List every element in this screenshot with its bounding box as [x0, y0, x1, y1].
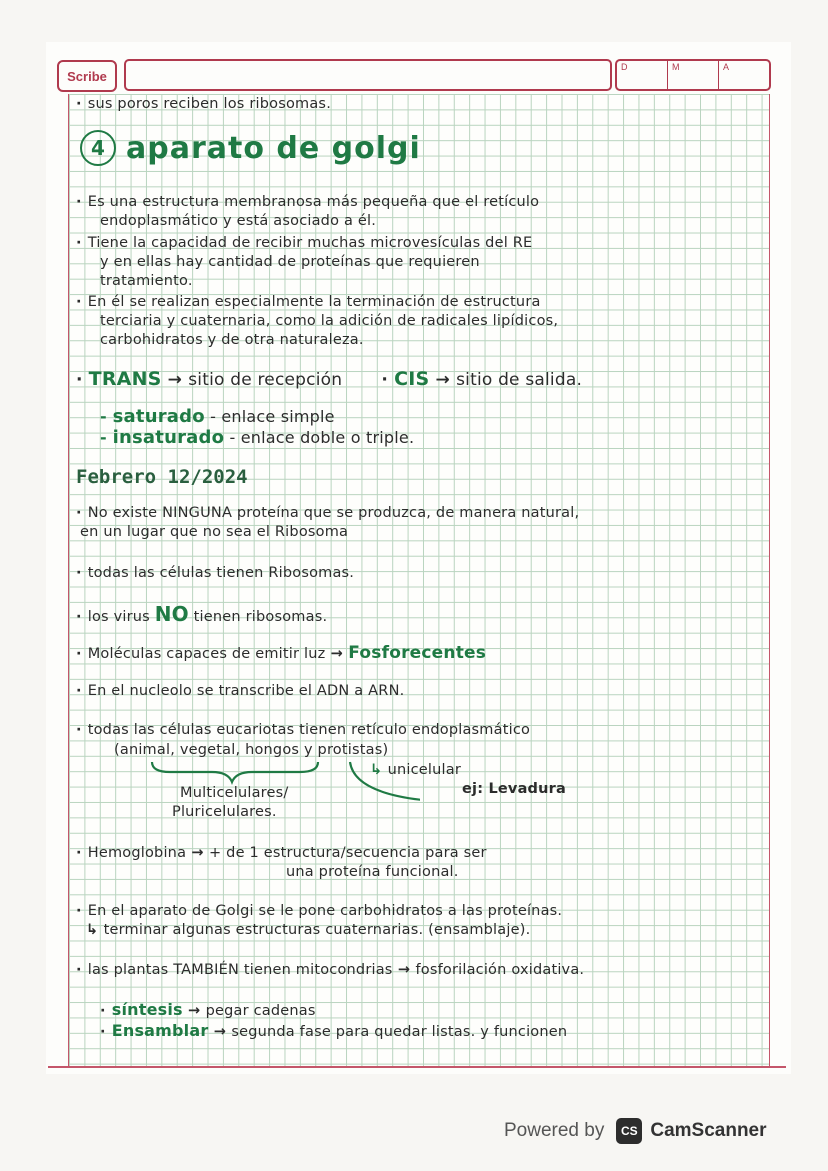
note-line: · En el nucleolo se transcribe el ADN a ARN.	[76, 683, 405, 699]
note-line: · los virus NO tienen ribosomas.	[76, 602, 328, 626]
note-line: ↳ terminar algunas estructuras cuaternarias. (ensamblaje).	[86, 922, 531, 938]
note-line: carbohidratos y de otra naturaleza.	[100, 332, 364, 348]
note-line: · Hemoglobina → + de 1 estructura/secuencia para ser	[76, 845, 487, 861]
note-line: ej: Levadura	[462, 781, 566, 797]
footer-watermark: Powered by CS CamScanner	[504, 1118, 767, 1144]
note-line: · En el aparato de Golgi se le pone carbohidratos a las proteínas.	[76, 903, 563, 919]
note-line: · síntesis → pegar cadenas	[100, 1000, 316, 1019]
note-line: · todas las células tienen Ribosomas.	[76, 565, 355, 581]
date-label-year: A	[723, 62, 730, 72]
note-line: Pluricelulares.	[172, 804, 277, 820]
note-line: · Moléculas capaces de emitir luz → Fosforecentes	[76, 643, 487, 663]
note-line: y en ellas hay cantidad de proteínas que requieren	[100, 254, 480, 270]
note-line: · sus poros reciben los ribosomas.	[76, 96, 331, 112]
note-line: · En él se realizan especialmente la terminación de estructura	[76, 294, 541, 310]
note-line: terciaria y cuaternaria, como la adición de radicales lipídicos,	[100, 313, 559, 329]
trans-cis-line: · TRANS → sitio de recepción · CIS → sitio de salida.	[76, 368, 583, 390]
date-box	[615, 59, 771, 91]
title-field	[124, 59, 612, 91]
section-number: 4	[80, 130, 116, 166]
note-line: · las plantas TAMBIÉN tienen mitocondrias → fosforilación oxidativa.	[76, 962, 585, 978]
date-label-day: D	[621, 62, 628, 72]
note-line: · Es una estructura membranosa más pequeña que el retículo	[76, 194, 540, 210]
note-line: · Tiene la capacidad de recibir muchas microvesículas del RE	[76, 235, 533, 251]
page-bottom-line	[48, 1066, 786, 1068]
note-line: una proteína funcional.	[286, 864, 459, 880]
note-line: endoplasmático y está asociado a él.	[100, 213, 377, 229]
section-heading	[80, 130, 421, 166]
note-line: (animal, vegetal, hongos y protistas)	[114, 742, 389, 758]
note-line: · Ensamblar → segunda fase para quedar listas. y funcionen	[100, 1021, 568, 1040]
date-label-month: M	[672, 62, 680, 72]
date-heading: Febrero 12/2024	[76, 466, 248, 488]
note-line: en un lugar que no sea el Ribosoma	[80, 524, 349, 540]
camscanner-icon: CS	[616, 1118, 642, 1144]
note-line: ↳ unicelular	[370, 762, 462, 778]
note-line: · todas las células eucariotas tienen retículo endoplasmático	[76, 722, 531, 738]
note-line: · No existe NINGUNA proteína que se produzca, de manera natural,	[76, 505, 580, 521]
note-line: - insaturado - enlace doble o triple.	[100, 427, 415, 448]
note-line: tratamiento.	[100, 273, 193, 289]
note-line: - saturado - enlace simple	[100, 406, 335, 427]
note-line: Multicelulares/	[180, 785, 289, 801]
brand-logo: Scribe	[57, 60, 117, 92]
section-title: aparato de golgi	[126, 130, 421, 166]
